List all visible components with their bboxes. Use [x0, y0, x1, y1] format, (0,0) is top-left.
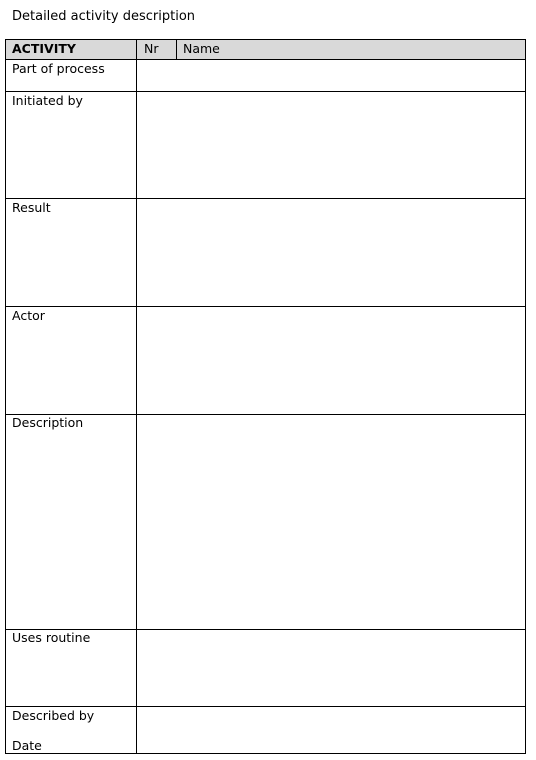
date-label: Date: [12, 738, 42, 753]
nr-column-divider: [176, 40, 177, 59]
form-header-band: [6, 40, 525, 59]
part-of-process-label: Part of process: [12, 61, 105, 76]
result-value[interactable]: [137, 199, 525, 306]
name-header-label: Name: [183, 41, 220, 56]
description-label: Description: [12, 415, 84, 430]
result-label: Result: [12, 200, 51, 215]
initiated-by-label: Initiated by: [12, 93, 83, 108]
activity-header-label: ACTIVITY: [12, 41, 76, 56]
activity-form: [5, 39, 526, 754]
document-title: Detailed activity description: [12, 9, 196, 24]
date-value[interactable]: [137, 737, 525, 753]
nr-header-label: Nr: [144, 41, 159, 56]
uses-routine-label: Uses routine: [12, 630, 91, 645]
part-of-process-value[interactable]: [137, 60, 525, 91]
initiated-by-value[interactable]: [137, 92, 525, 198]
actor-label: Actor: [12, 308, 45, 323]
uses-routine-value[interactable]: [137, 630, 525, 706]
described-by-value[interactable]: [137, 707, 525, 737]
description-value[interactable]: [137, 415, 525, 629]
actor-value[interactable]: [137, 307, 525, 414]
described-by-label: Described by: [12, 708, 95, 723]
